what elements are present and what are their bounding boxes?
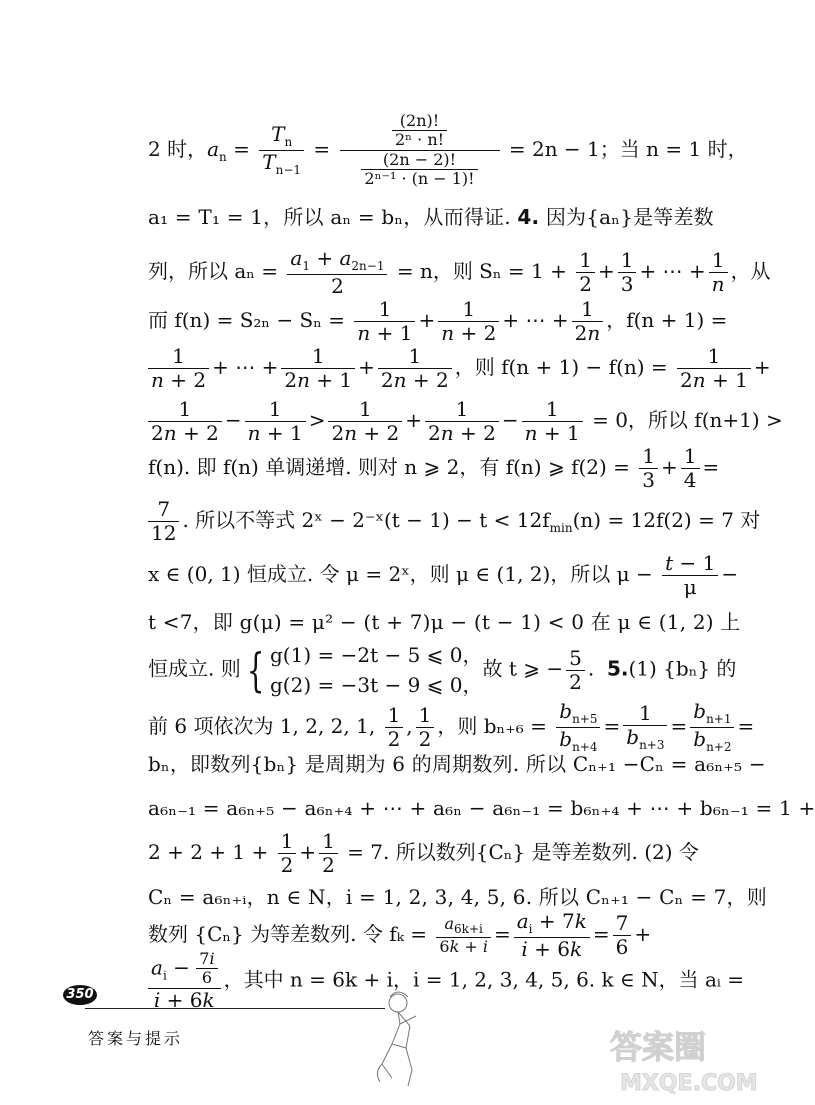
text-line-9: x ∈ (0, 1) 恒成立. 令 μ = 2ˣ，则 μ ∈ (1, 2)，所以 μ − $\frac{t - 1}{\mu}$ − xyxy=(148,551,739,599)
page-number-badge: 350 xyxy=(63,985,97,1005)
fraction-mean: $\frac{a_1 + a_{2n-1}}{2}$ xyxy=(287,247,387,298)
line12-pre: 前 6 项依次为 1, 2, 2, 1, xyxy=(148,713,382,738)
text-line-5: $\frac{1}{n + 2}$ + ⋯ + $\frac{1}{2n + 1}$ + $\frac{1}{2n + 2}$ ，则 f(n + 1) − f(n) = $\frac{1}{2n + 1}$ + xyxy=(148,345,688,392)
big-num-den: 2ⁿ · n! xyxy=(394,130,445,150)
line2-text: a₁ = T₁ = 1，所以 aₙ = bₙ，从而得证. xyxy=(148,205,511,229)
text-line-15: 2 + 2 + 1 + $\frac{1}{2}$ + $\frac{1}{2}$ = 7. 所以数列{Cₙ} 是等差数列. (2) 令 xyxy=(148,829,699,877)
fraction-big xyxy=(340,112,500,189)
text-line-2 xyxy=(148,205,714,230)
text-line-16: Cₙ = a₆ₙ₊ᵢ，n ∈ N，i = 1, 2, 3, 4, 5, 6. 所以 Cₙ₊₁ − Cₙ = 7，则 xyxy=(148,885,767,909)
big-den-den: 2ⁿ⁻¹ · (n − 1)! xyxy=(364,169,475,189)
watermark-url: MXQE.COM xyxy=(620,1071,758,1096)
case-1: g(1) = −2t − 5 ⩽ 0， xyxy=(270,643,483,667)
line4-pre: 而 f(n) = S₂ₙ − Sₙ = xyxy=(148,308,352,332)
big-num-num: (2n)! xyxy=(392,112,447,131)
line11-post: (1) {bₙ} 的 xyxy=(628,656,737,681)
line17-pre: 数列 {Cₙ} 为等差数列. 令 fₖ = xyxy=(148,921,434,946)
watermark-logo xyxy=(600,1018,758,1098)
line3-pre: 列，所以 aₙ = xyxy=(148,258,285,283)
line1-post: = 2n − 1；当 n = 1 时， xyxy=(502,136,748,161)
text-line-4: 而 f(n) = S₂ₙ − Sₙ = $\frac{1}{n + 1}$ + $\frac{1}{n + 2}$ + ⋯ + $\frac{1}{2n}$ ，f(n + 1) = xyxy=(148,297,728,345)
line1-pre: 2 时， xyxy=(148,136,208,161)
line6-post: = 0，所以 f(n+1) > xyxy=(585,408,783,432)
text-line-12: 前 6 项依次为 1, 2, 2, 1, $\frac{1}{2}$ , $\frac{1}{2}$ ，则 bₙ₊₆ = $\frac{b_{n+5}}{b_{n+4}}$ = $\frac{1}{b_{n+3}}$ = $\frac{b_{n+1}}{b_{n+2}}$ = xyxy=(148,699,755,754)
line5-mid: ，则 f(n + 1) − f(n) = xyxy=(454,355,675,379)
line8-post: (n) = 12f(2) = 7 对 xyxy=(572,508,761,532)
line7-text: f(n). 即 f(n) 单调递增. 则对 n ⩾ 2，有 f(n) ⩾ f(2) = xyxy=(148,455,637,479)
line12-mid: ，则 bₙ₊₆ = xyxy=(437,713,554,738)
item-4-label: 4. xyxy=(517,205,540,229)
text-line-17: 数列 {Cₙ} 为等差数列. 令 fₖ = $\frac{a_{6k+i}}{6k + i}$ = $\frac{a_i + 7k}{i + 6k}$ = $\frac{7}{6}$ + xyxy=(148,909,652,961)
text-line-1: 2 时，$a_n$ = $\frac{T_n}{T_{n-1}}$ = $\frac{\frac{(2n)!}{\text{2ⁿ · n!}}}{\frac{(2n - 2)!}{\text{2ⁿ⁻¹ · (n − 1)!}}}$ = 2n − 1；当 n = 1 时， xyxy=(148,111,748,189)
line15-pre: 2 + 2 + 1 + xyxy=(148,840,275,864)
case-2: g(2) = −3t − 9 ⩽ 0， xyxy=(270,673,483,697)
line8-pre: . 所以不等式 2ˣ − 2⁻ˣ(t − 1) − t < 12f xyxy=(182,508,550,532)
left-brace: { xyxy=(246,643,265,697)
text-line-14: a₆ₙ₋₁ = a₆ₙ₊₅ − a₆ₙ₊₄ + ⋯ + a₆ₙ − a₆ₙ₋₁ = b₆ₙ₊₄ + ⋯ + b₆ₙ₋₁ = 1 + xyxy=(148,796,815,820)
case-system xyxy=(270,640,483,700)
watermark-text: 答案圈 xyxy=(610,1028,707,1066)
text-line-7: f(n). 即 f(n) 单调递增. 则对 n ⩾ 2，有 f(n) ⩾ f(2) = $\frac{1}{3}$ + $\frac{1}{4}$ = xyxy=(148,444,720,492)
fraction-tn: $\frac{T_n}{T_{n-1}}$ xyxy=(259,123,304,178)
footer-label: 答案与提示 xyxy=(88,1029,184,1048)
line2-rest: 因为{aₙ}是等差数 xyxy=(539,205,714,229)
line9-pre: x ∈ (0, 1) 恒成立. 令 μ = 2ˣ，则 μ ∈ (1, 2)，所以 μ − xyxy=(148,562,660,586)
line15-post: = 7. 所以数列{Cₙ} 是等差数列. (2) 令 xyxy=(340,840,699,864)
character-illustration xyxy=(360,985,450,1095)
line3-mid: = n，则 Sₙ = 1 + xyxy=(390,258,574,283)
line8-sub: min xyxy=(549,521,573,535)
text-line-8: $\frac{7}{12}$ . 所以不等式 2ˣ − 2⁻ˣ(t − $1) - t < 12f_{min}(n) = 12f(2) = 7$ 对 xyxy=(148,498,688,545)
item-5-label: 5. xyxy=(606,656,629,681)
text-line-6: $\frac{1}{2n + 2}$ − $\frac{1}{n + 1}$ > $\frac{1}{2n + 2}$ + $\frac{1}{2n + 2}$ − $\frac{1}{n + 1}$ = 0，所以 f(n+1) > xyxy=(148,398,688,445)
text-line-13: bₙ，即数列{bₙ} 是周期为 6 的周期数列. 所以 Cₙ₊₁ −Cₙ = a₆ₙ₊₅ − xyxy=(148,752,766,776)
footer-rule xyxy=(85,1008,385,1009)
line11-pre: 恒成立. 则 xyxy=(148,656,241,681)
line4-post: ，f(n + 1) = xyxy=(606,308,728,332)
line18-post: ，其中 n = 6k + i，i = 1, 2, 3, 4, 5, 6. k ∈ N，当 aᵢ = xyxy=(223,967,745,992)
text-line-11: 恒成立. 则 { g(1) = −2t − 5 ⩽ 0， g(2) = −3t − 9 ⩽ 0， 故 t ⩾ − $\frac{5}{2}$ . 5.(1) {bₙ} 的 xyxy=(148,640,688,700)
big-den-num: (2n − 2)! xyxy=(361,151,477,170)
line3-post: ，从 xyxy=(730,258,771,283)
line11-mid: 故 t ⩾ − xyxy=(482,656,564,681)
text-line-10: t <7，即 g(μ) = μ² − (t + 7)μ − (t − 1) < 0 在 μ ∈ (1, 2) 上 xyxy=(148,610,741,634)
text-line-3: 列，所以 aₙ = $\frac{a_1 + a_{2n-1}}{2}$ = n，则 Sₙ = 1 + $\frac{1}{2}$ + $\frac{1}{3}$ + ⋯ + $\frac{1}{n}$ ，从 xyxy=(148,246,771,298)
text-line-18: $a_i$ − $\frac{7i}{6}$ i + 6k ，其中 n = 6k + i，i = 1, 2, 3, 4, 5, 6. k ∈ N，当 aᵢ = xyxy=(148,950,688,1012)
